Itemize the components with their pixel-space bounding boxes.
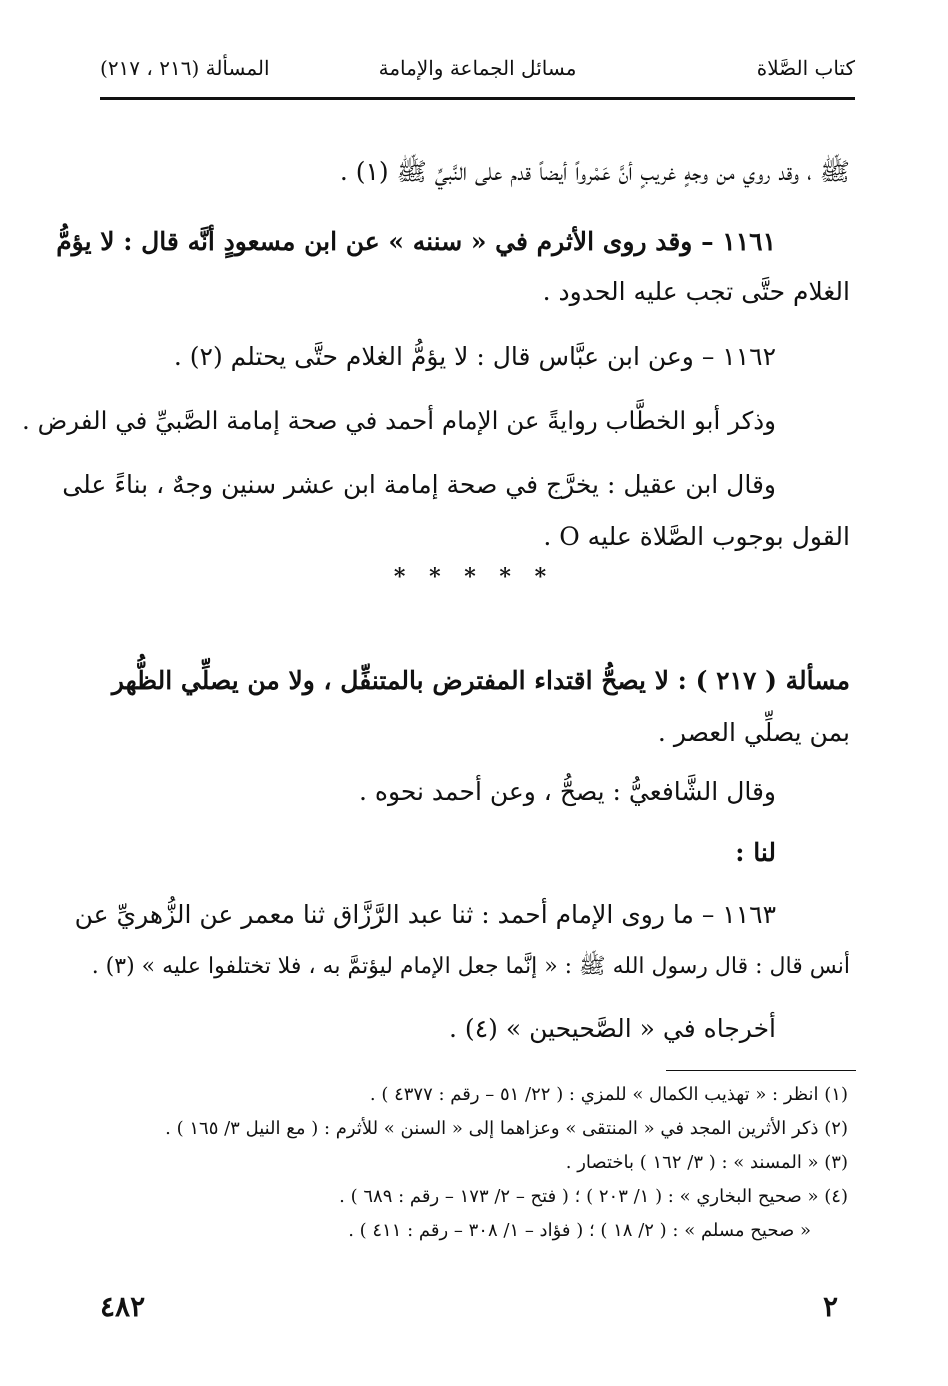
text-line-hadith-1161-cont: الغلام حتَّى تجب عليه الحدود . — [542, 277, 850, 306]
page-number: ٤٨٢ — [100, 1290, 146, 1323]
issue-217-heading-cont: بمن يصلِّي العصر . — [657, 718, 850, 747]
text-line-hadith-1163: ١١٦٣ – ما روى الإمام أحمد : ثنا عبد الرَّزَّاق ثنا معمر عن الزُّهريِّ عن — [74, 900, 776, 929]
text-line-ibn-aqil-cont: القول بوجوب الصَّلاة عليه O . — [543, 522, 850, 551]
header-issue-range: المسألة (٢١٦ ، ٢١٧) — [100, 56, 270, 80]
header-divider — [100, 97, 855, 100]
issue-217-heading: مسألة ( ٢١٧ ) : لا يصحُّ اقتداء المفترض بالمتنفِّل ، ولا من يصلِّي الظُّهر — [111, 666, 850, 695]
text-line-shafii: وقال الشَّافعيُّ : يصحُّ ، وعن أحمد نحوه . — [358, 777, 776, 806]
section-separator: * * * * * — [393, 564, 555, 590]
text-line-hadith-1163-cont: أنس قال : قال رسول الله ﷺ : « إنَّما جعل الإمام ليؤتمَّ به ، فلا تختلفوا عليه » (٣) . — [91, 954, 850, 979]
text-line-hadith-1162: ١١٦٢ – وعن ابن عبَّاس قال : لا يؤمُّ الغلام حتَّى يحتلم (٢) . — [173, 342, 776, 371]
footnote-1: (١) انظر : « تهذيب الكمال » للمزي : ( ٢٢/ ٥١ – رقم : ٤٣٧٧ ) . — [369, 1084, 848, 1105]
footnote-3: (٣) « المسند » : ( ٣/ ١٦٢ ) باختصار . — [565, 1152, 848, 1173]
footnote-4-cont: « صحيح مسلم » : ( ٢/ ١٨ ) ؛ ( فؤاد – ١/ ٣٠٨ – رقم : ٤١١ ) . — [348, 1220, 811, 1241]
header-chapter-title: مسائل الجماعة والإمامة — [378, 56, 577, 80]
footnote-4: (٤) « صحيح البخاري » : ( ١/ ٢٠٣ ) ؛ ( فتح – ٢/ ١٧٣ – رقم : ٦٨٩ ) . — [339, 1186, 848, 1207]
text-line-abu-alkhattab: وذكر أبو الخطَّاب روايةً عن الإمام أحمد في صحة إمامة الصَّبيِّ في الفرض . — [22, 406, 776, 435]
header-book-title: كتاب الصَّلاة — [756, 56, 855, 80]
text-line-ibn-aqil: وقال ابن عقيل : يخرَّج في صحة إمامة ابن عشر سنين وجهٌ ، بناءً على — [62, 470, 776, 499]
signature-mark: ٢ — [822, 1290, 838, 1323]
text-line-lana: لنا : — [735, 838, 776, 867]
text-line-continuation: ﷺ ، وقد روي من وجهٍ غريبٍ أنَّ عَمْرواً أيضاً قدم على النَّبيِّ ﷺ (١) . — [339, 157, 850, 186]
footnote-2: (٢) ذكر الأثرين المجد في « المنتقى » وعزاهما إلى « السنن » للأثرم : ( مع النيل ٣/ ١٦٥ ) . — [165, 1118, 848, 1139]
footnote-divider — [666, 1070, 856, 1071]
running-header — [100, 56, 855, 92]
text-line-sahihayn: أخرجاه في « الصَّحيحين » (٤) . — [449, 1014, 776, 1043]
text-line-hadith-1161: ١١٦١ – وقد روى الأثرم في « سننه » عن ابن مسعودٍ أنَّه قال : لا يؤمُّ — [56, 227, 776, 256]
